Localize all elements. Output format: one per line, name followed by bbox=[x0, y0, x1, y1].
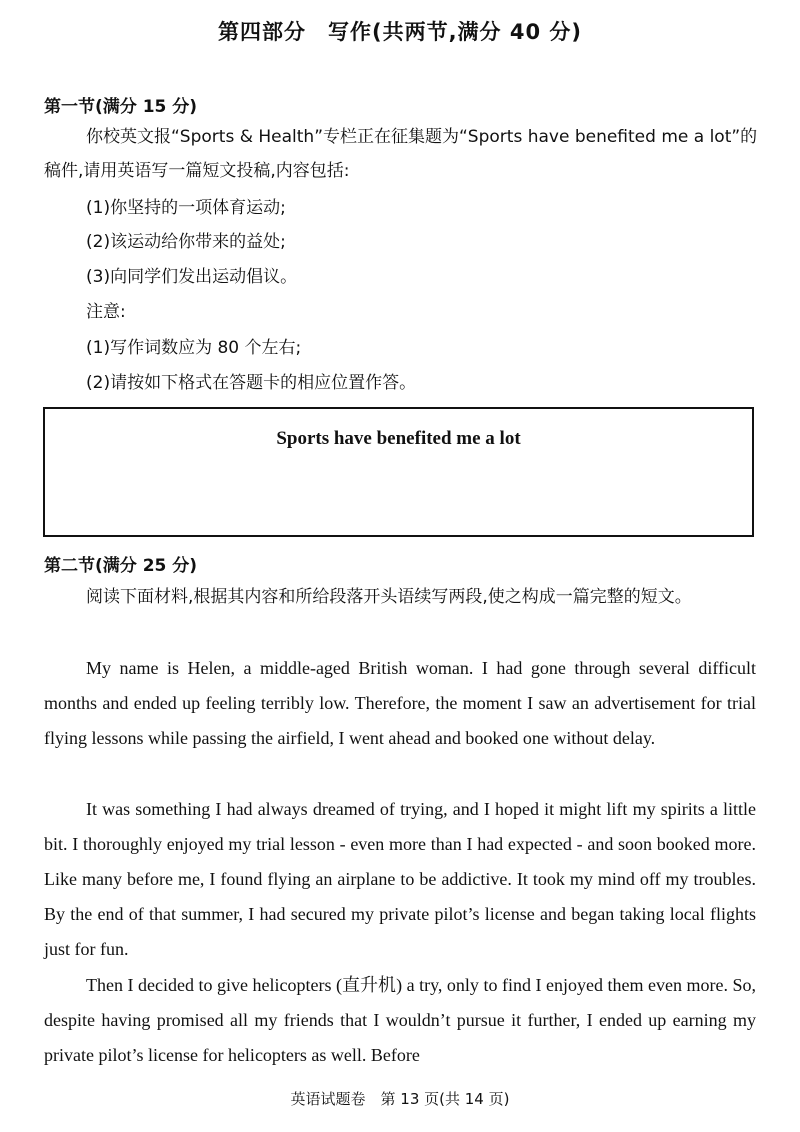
section2-instructions: 阅读下面材料,根据其内容和所给段落开头语续写两段,使之构成一篇完整的短文。 bbox=[86, 587, 692, 607]
content-item-2: (2)该运动给你带来的益处; bbox=[86, 232, 286, 252]
passage-paragraph-3: Then I decided to give helicopters (直升机) a try, only to find I enjoyed them even more. So, despite having promised all my friends that I wouldn’t pursue it further, I ended up earning my private pilot’s license for helicopters as well. Before bbox=[44, 975, 756, 1065]
section2-title: 第二节(满分 25 分) bbox=[44, 556, 198, 576]
section1-title: 第一节(满分 15 分) bbox=[44, 97, 198, 117]
note-item-1: (1)写作词数应为 80 个左右; bbox=[86, 338, 302, 358]
passage-paragraph-1: My name is Helen, a middle-aged British woman. I had gone through several difficult months and ended up feeling terribly low. Therefore, the moment I saw an advertisement for trial flying lessons while passing the airfield, I went ahead and booked one without delay. bbox=[44, 658, 756, 748]
answer-format-box bbox=[43, 407, 754, 537]
part-title: 第四部分 写作(共两节,满分 40 分) bbox=[217, 20, 583, 44]
note-item-2: (2)请按如下格式在答题卡的相应位置作答。 bbox=[86, 373, 417, 393]
essay-title: Sports have benefited me a lot bbox=[276, 428, 521, 449]
note-label: 注意: bbox=[86, 302, 126, 322]
page-footer: 英语试题卷 第 13 页(共 14 页) bbox=[290, 1090, 510, 1108]
content-item-1: (1)你坚持的一项体育运动; bbox=[86, 198, 286, 218]
section1-instructions: 你校英文报“Sports & Health”专栏正在征集题为“Sports have benefited me a lot”的稿件,请用英语写一篇短文投稿,内容包括: bbox=[44, 127, 758, 181]
content-item-3: (3)向同学们发出运动倡议。 bbox=[86, 267, 298, 287]
passage-paragraph-2: It was something I had always dreamed of trying, and I hoped it might lift my spirits a little bit. I thoroughly enjoyed my trial lesson - even more than I had expected - and soon booked more. Like many before me, I found flying an airplane to be addictive. It took my mind off my troubles. By the end of that summer, I had secured my private pilot’s license and began taking local flights just for fun. bbox=[44, 799, 756, 959]
